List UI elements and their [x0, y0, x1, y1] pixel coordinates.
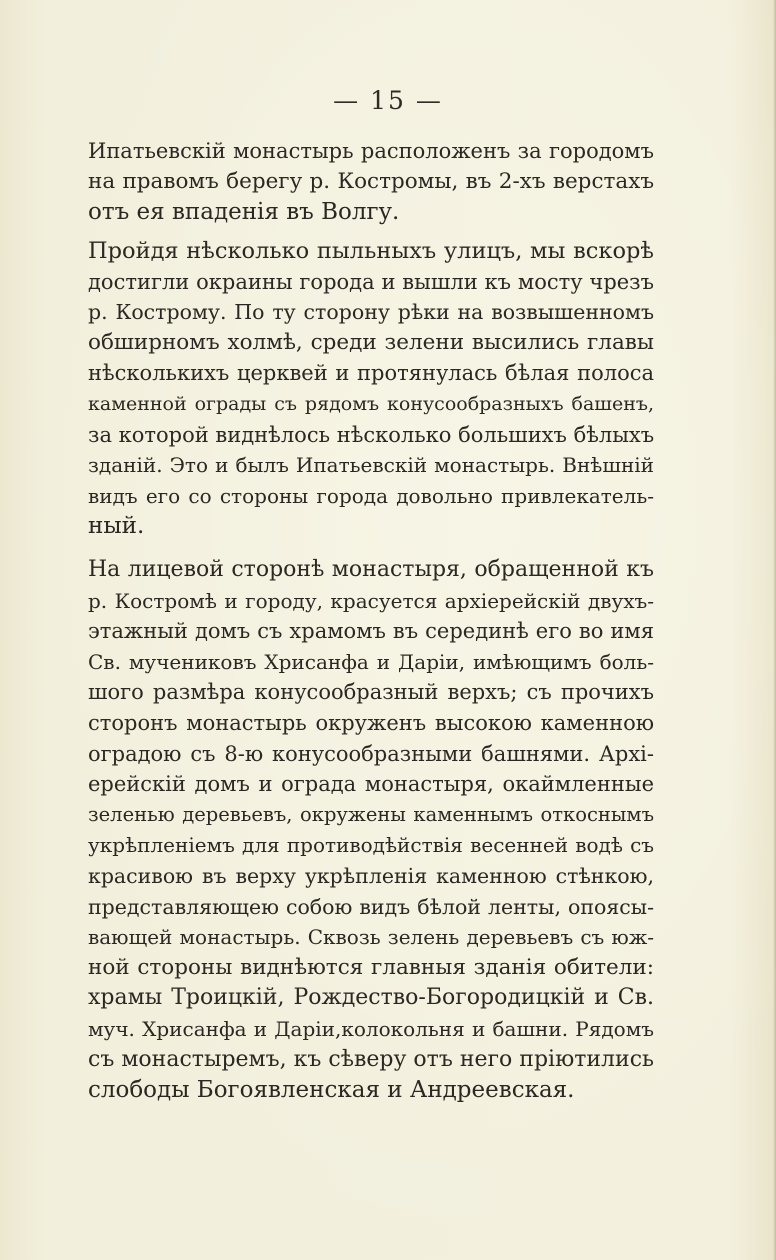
text-line: муч. Хрисанфа и Даріи,колокольня и башни. Рядомъ — [88, 1016, 654, 1041]
text-line: оградою съ 8-ю конусообразными башнями. Архі- — [88, 741, 654, 766]
text-line: красивою въ верху укрѣпленія каменною стѣнкою, — [88, 863, 654, 888]
paragraph-3 — [88, 555, 654, 1106]
text-line: ный. — [88, 513, 145, 540]
text-line: вающей монастырь. Сквозь зелень деревьевъ съ юж- — [88, 925, 654, 950]
text-line: Ипатьевскій монастырь расположенъ за городомъ — [88, 139, 654, 163]
text-line: каменной ограды съ рядомъ конусообразныхъ башенъ, — [88, 392, 654, 415]
text-line: на правомъ берегу р. Костромы, въ 2-хъ верстахъ — [88, 168, 654, 194]
text-line: достигли окраины города и вышли къ мосту чрезъ — [88, 269, 654, 294]
text-line: съ монастыремъ, къ сѣверу отъ него пріютились — [88, 1046, 654, 1072]
text-line: Св. мучениковъ Хрисанфа и Даріи, имѣющимъ боль- — [88, 649, 654, 674]
text-line: зданій. Это и былъ Ипатьевскій монастырь. Внѣшній — [88, 453, 654, 478]
text-line: видъ его со стороны города довольно привлекатель- — [88, 483, 654, 508]
text-line: за которой виднѣлось нѣсколько большихъ бѣлыхъ — [88, 422, 654, 447]
text-line: представляющею собою видъ бѣлой ленты, опоясы- — [88, 894, 654, 919]
text-line: укрѣпленіемъ для противодѣйствія весенней водѣ съ — [88, 833, 654, 858]
text-line: сторонъ монастырь окруженъ высокою каменною — [88, 710, 654, 735]
page-number: — 15 — — [333, 86, 443, 115]
paragraph-2 — [88, 236, 654, 542]
text-line: зеленью деревьевъ, окружены каменнымъ откоснымъ — [88, 802, 654, 826]
text-line: нѣсколькихъ церквей и протянулась бѣлая полоса — [88, 361, 654, 386]
text-line: обширномъ холмѣ, среди зелени высились главы — [88, 329, 654, 355]
text-line: ерейскій домъ и ограда монастыря, окаймленные — [88, 772, 654, 797]
text-line: На лицевой сторонѣ монастыря, обращенной къ — [88, 557, 654, 582]
text-line: этажный домъ съ храмомъ въ серединѣ его во имя — [88, 619, 654, 644]
paragraph-1 — [88, 136, 654, 228]
text-line: р. Костромѣ и городу, красуется архіерейскій двухъ- — [88, 588, 654, 613]
text-line: Пройдя нѣсколько пыльныхъ улицъ, мы вскорѣ — [88, 238, 654, 264]
text-line: храмы Троицкій, Рождество-Богородицкій и Св. — [88, 985, 654, 1011]
text-line: слободы Богоявленская и Андреевская. — [88, 1077, 575, 1104]
text-line: шого размѣра конусообразный верхъ; съ прочихъ — [88, 680, 654, 705]
text-line: ной стороны виднѣются главныя зданія обители: — [88, 954, 654, 980]
text-line: отъ ея впаденія въ Волгу. — [88, 199, 400, 226]
text-line: р. Кострому. По ту сторону рѣки на возвышенномъ — [88, 300, 654, 325]
